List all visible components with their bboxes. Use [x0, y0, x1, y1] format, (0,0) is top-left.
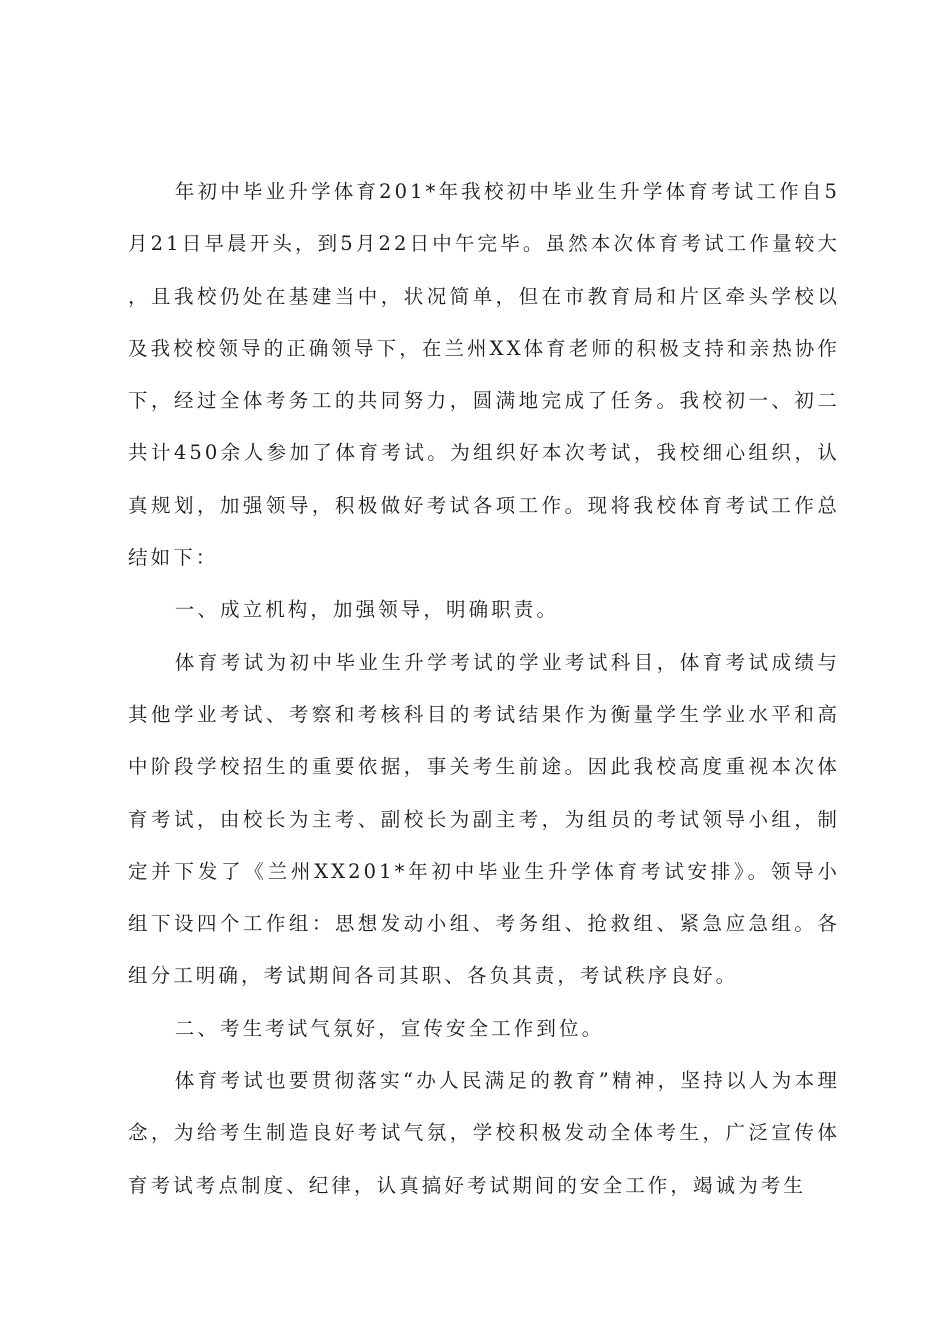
section-1-paragraph: 体育考试为初中毕业生升学考试的学业考试科目，体育考试成绩与其他学业考试、考察和考核科目的考试结果作为衡量学生学业水平和高中阶段学校招生的重要依据，事关考生前途。因此我校高度重视本次体育考试，由校长为主考、副校长为副主考，为组员的考试领导小组，制定并下发了《兰州XX201*年初中毕业生升学体育考试安排》。领导小组下设四个工作组：思想发动小组、考务组、抢救组、紧急应急组。各组分工明确，考试期间各司其职、各负其责，考试秩序良好。 — [128, 650, 840, 988]
section-2-paragraph: 体育考试也要贯彻落实“办人民满足的教育”精神，坚持以人为本理念，为给考生制造良好考试气氛，学校积极发动全体考生，广泛宣传体育考试考点制度、纪律，认真搞好考试期间的安全工作，竭诚为考生 — [128, 1069, 840, 1197]
intro-paragraph: 年初中毕业升学体育201*年我校初中毕业生升学体育考试工作自5月21日早晨开头，到5月22日中午完毕。虽然本次体育考试工作量较大，且我校仍处在基建当中，状况简单，但在市教育局和片区牵头学校以及我校校领导的正确领导下，在兰州XX体育老师的积极支持和亲热协作下，经过全体考务工的共同努力，圆满地完成了任务。我校初一、初二共计450余人参加了体育考试。为组织好本次考试，我校细心组织，认真规划，加强领导，积极做好考试各项工作。现将我校体育考试工作总结如下： — [128, 180, 840, 570]
section-heading-1: 一、成立机构，加强领导，明确职责。 — [174, 598, 559, 622]
document-body — [128, 166, 840, 1212]
section-heading-2: 二、考生考试气氛好，宣传安全工作到位。 — [174, 1016, 605, 1040]
